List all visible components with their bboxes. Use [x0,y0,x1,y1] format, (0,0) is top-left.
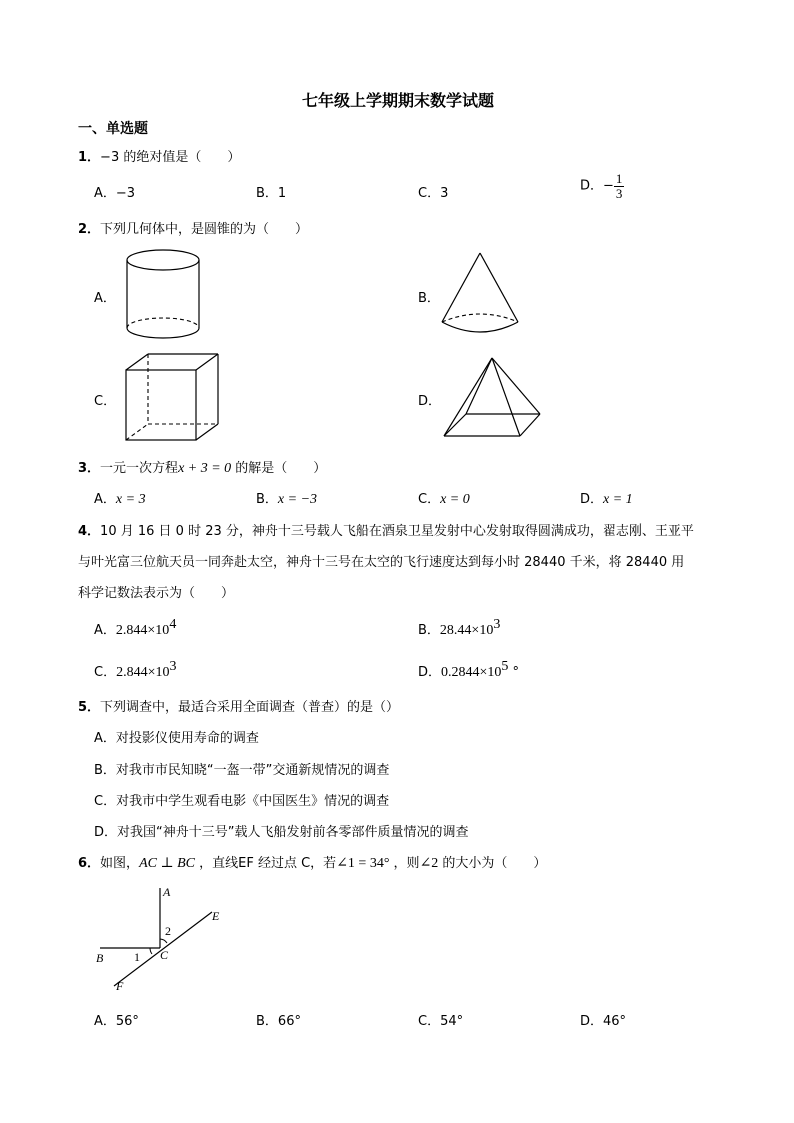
point-label-a: A [163,885,171,899]
question-number: 4． [78,524,101,539]
option-a: A．56° [94,1014,139,1029]
option-b: B．66° [256,1014,301,1029]
option-equation: x = 3 [115,492,146,507]
option-label: B． [418,623,440,638]
fraction-denominator: 3 [615,185,623,201]
option-b [418,619,500,639]
math-angle-1: ∠1 = 34° [336,856,390,871]
question-stem: 下列调查中，最适合采用全面调查（普查）的是（） [100,700,400,715]
exponent: 4 [169,617,177,632]
question-stem: −3 的绝对值是（ ） [100,150,241,165]
option-c [418,488,470,508]
point-label-f: F [116,979,124,992]
question-stem-tail: 的解是（ ） [231,461,327,476]
option-b [256,488,317,508]
option-b: B． [418,291,440,306]
option-c: C．54° [418,1014,464,1029]
angle-label-2: 2 [165,924,171,938]
question-stem-mid-2: ，则 [389,856,420,871]
question-2 [78,218,308,237]
point-label-c: C [160,948,169,962]
option-b: B．1 [256,186,287,201]
question-stem: 一元一次方程 [100,461,179,476]
question-number: 1． [78,150,101,165]
option-a: A．−3 [94,186,136,201]
pyramid-figure [440,354,544,440]
option-a: A．对投影仪使用寿命的调查 [94,731,259,746]
question-number: 2． [78,222,101,237]
question-number: 6． [78,856,101,871]
option-d: D．对我国“神舟十三号”载人飞船发射前各零部件质量情况的调查 [94,825,469,840]
option-a: A． [94,291,116,306]
exponent: 3 [169,659,177,674]
option-label: C． [94,665,117,680]
option-d [580,172,624,200]
option-value: 28.44×10 [439,623,494,638]
option-label: A． [94,623,116,638]
question-stem-tail: 的大小为（ ） [438,856,547,871]
angle-figure [90,882,240,992]
option-value: 2.844×10 [116,665,170,680]
option-label: D． [418,665,442,680]
option-equation: x = −3 [277,492,318,507]
option-d-prefix: D．− [580,178,614,194]
equation: x + 3 = 0 [178,461,232,476]
option-label: B． [256,492,278,507]
cube-figure [122,350,222,444]
option-b: B．对我市市民知晓“一盔一带”交通新规情况的调查 [94,763,390,778]
question-6 [78,852,546,872]
option-d [580,488,633,508]
question-3 [78,457,326,477]
question-stem-line-1: 10 月 16 日 0 时 23 分，神舟十三号载人飞船在酒泉卫星发射中心发射取得圆满成功，翟志刚、王亚平 [100,524,694,539]
option-c [94,661,176,681]
option-label: C． [418,492,441,507]
cone-figure [438,250,522,340]
option-c: C． [94,394,117,409]
page-title: 七年级上学期期末数学试题 [302,91,495,110]
exponent: 3 [493,617,501,632]
question-4 [78,520,694,539]
fraction [614,172,625,200]
math-angle-2: ∠2 [419,856,439,871]
option-equation: x = 0 [440,492,470,507]
option-a [94,488,146,508]
question-number: 3． [78,461,101,476]
option-d: D．46° [580,1014,627,1029]
option-value: 2.844×10 [115,623,170,638]
exponent: 5 [501,659,509,674]
option-c: C．对我市中学生观看电影《中国医生》情况的调查 [94,794,390,809]
option-label: D． [580,492,604,507]
option-tail: ° [508,665,520,680]
question-stem-line-3: 科学记数法表示为（ ） [78,586,235,601]
option-c: C．3 [418,186,449,201]
option-d: D． [418,394,442,409]
option-value: 0.2844×10 [441,665,502,680]
point-label-b: B [96,951,104,965]
option-label: A． [94,492,116,507]
question-stem: 如图， [100,856,140,871]
cylinder-figure [120,246,206,342]
fraction-numerator: 1 [615,171,623,186]
section-heading: 一、单选题 [78,121,148,137]
question-stem: 下列几何体中，是圆锥的为（ ） [100,222,309,237]
option-a [94,619,176,639]
option-d [418,661,519,681]
angle-label-1: 1 [134,950,140,964]
option-equation: x = 1 [603,492,633,507]
question-5 [78,696,399,715]
point-label-e: E [212,909,220,923]
question-stem-line-2: 与叶光富三位航天员一同奔赴太空，神舟十三号在太空的飞行速度达到每小时 28440 千米，将 28440 用 [78,555,685,570]
math-perpendicular: AC ⊥ BC [139,856,196,871]
question-stem-mid: ，直线EF 经过点 C，若 [195,856,337,871]
question-1 [78,146,240,165]
question-number: 5． [78,700,101,715]
